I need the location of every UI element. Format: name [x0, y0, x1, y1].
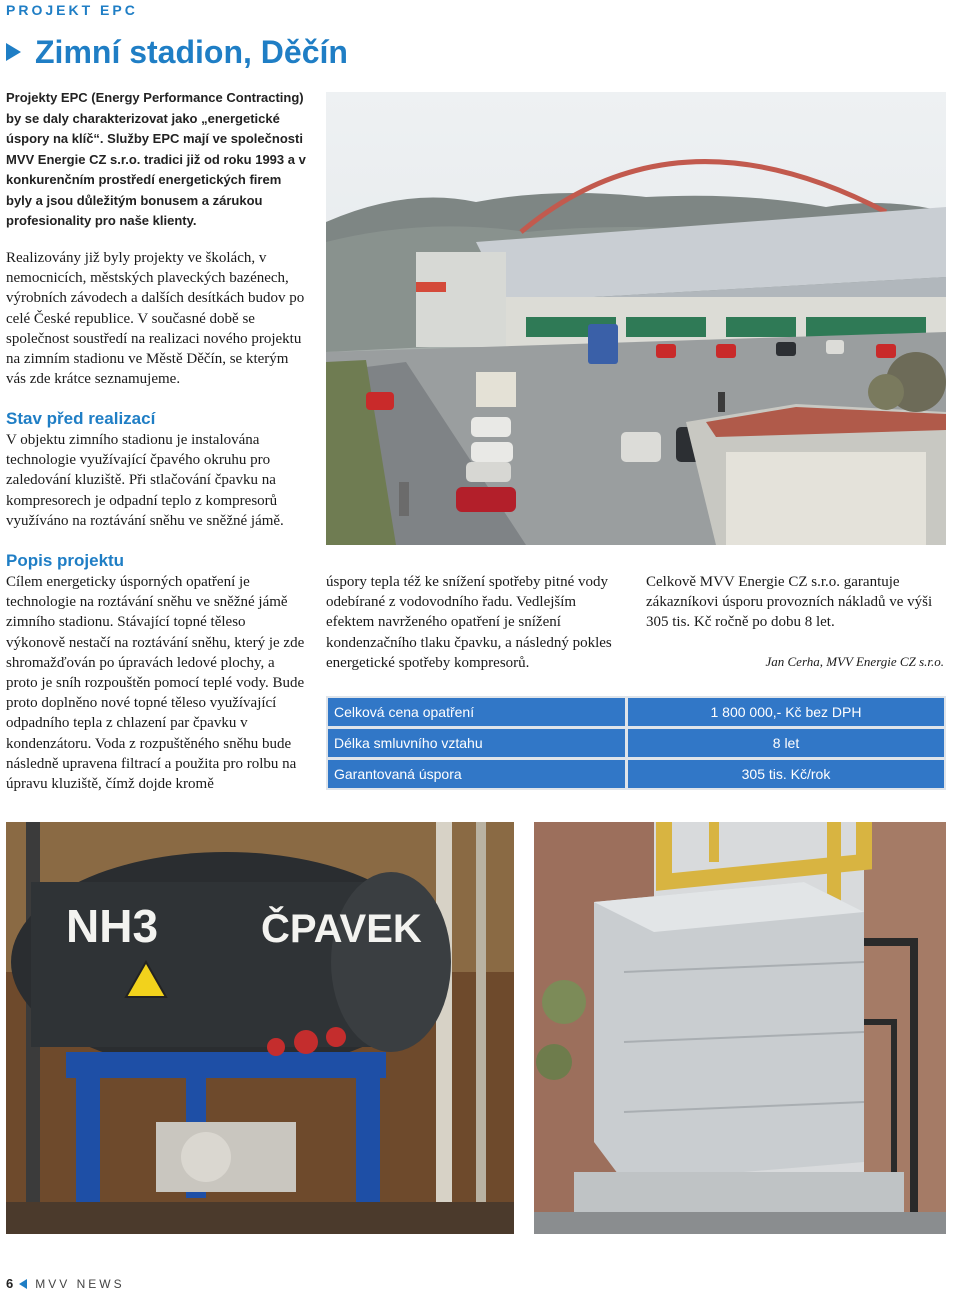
section-kicker: PROJEKT EPC — [6, 2, 138, 18]
stadium-photo-illustration — [326, 92, 946, 545]
table-row — [328, 760, 944, 788]
intro-paragraph: Realizovány již byly projekty ve školách, v nemocnicích, městských plaveckých bazénech, výrobních závodech a dalších desítkách budov po celé České republice. V současné době se společnost soustředí na realizaci nového projektu na zimním stadionu ve Městě Děčín, se kterým vás zde krátce seznamujeme. — [6, 250, 305, 388]
table-label: Garantovaná úspora — [328, 760, 625, 788]
triangle-left-icon — [19, 1279, 27, 1289]
table-row — [328, 729, 944, 757]
table-label: Celková cena opatření — [328, 698, 625, 726]
table-value: 305 tis. Kč/rok — [628, 760, 944, 788]
author-signature: Jan Cerha, MVV Energie CZ s.r.o. — [765, 654, 944, 669]
summary-table — [326, 696, 946, 790]
publication-name: MVV NEWS — [35, 1276, 125, 1291]
page-title: Zimní stadion, Děčín — [35, 33, 348, 70]
cooling-unit-photo — [534, 822, 946, 1234]
section-before-text: V objektu zimního stadionu je instalována technologie využívající čpavého okruhu pro zaledování kluziště. Při stlačování čpavku na kompresorech je odpadní teplo z kompresorů využíváno na roztávání sněhu ve sněžné jámě. — [6, 432, 284, 529]
table-row — [328, 698, 944, 726]
lead-paragraph: Projekty EPC (Energy Performance Contracting) by se daly charakterizovat jako „energetické úspory na klíč“. Služby EPC mají ve společnosti MVV Energie CZ s.r.o. tradici již od roku 1993 a v konkurenčním prostředí energetických firem byly a jsou důležitým bonusem a zárukou profesionality pro naše klienty. — [6, 90, 306, 228]
tank-label-nh3: NH3 — [66, 900, 159, 952]
tank-label-cpavek: ČPAVEK — [261, 907, 422, 951]
table-value: 1 800 000,- Kč bez DPH — [628, 698, 944, 726]
ammonia-tank-illustration — [6, 822, 514, 1234]
triangle-bullet-icon — [6, 43, 21, 61]
page-footer — [6, 1276, 125, 1291]
cooling-unit-illustration — [534, 822, 946, 1234]
project-column-1: Cílem energeticky úsporných opatření je technologie na roztávání sněhu ve sněžné jámě zimního stadionu. Stávající topné těleso výkonově nestačí na roztávání sněhu, který je zde shromažďován po úpravách ledové plochy, a proto je sníh rozpouštěn pomocí teplé vody. Bude proto doplněno nové topné těleso využívající odpadního tepla z chlazení par čpavku v kondenzátoru. Voda z rozpuštěného sněhu bude následně upravena filtrací a použita pro rolbu na úpravu kluziště, čímž dojde kromě — [6, 574, 305, 793]
stadium-photo — [326, 92, 946, 545]
table-label: Délka smluvního vztahu — [328, 729, 625, 757]
project-column-3: Celkově MVV Energie CZ s.r.o. garantuje zákazníkovi úsporu provozních nákladů ve výši 305 tis. Kč ročně po dobu 8 let. — [646, 574, 933, 631]
section-heading-before: Stav před realizací — [6, 409, 156, 428]
ammonia-tank-photo — [6, 822, 514, 1234]
page-number: 6 — [6, 1276, 14, 1291]
section-heading-project: Popis projektu — [6, 551, 125, 570]
project-column-2: úspory tepla též ke snížení spotřeby pitné vody odebírané z vodovodního řadu. Vedlejším efektem navrženého opatření je snížení kondenzačního tlaku čpavku, a následný pokles energetické spotřeby kompresorů. — [326, 574, 612, 671]
table-value: 8 let — [628, 729, 944, 757]
title-row — [6, 30, 348, 74]
